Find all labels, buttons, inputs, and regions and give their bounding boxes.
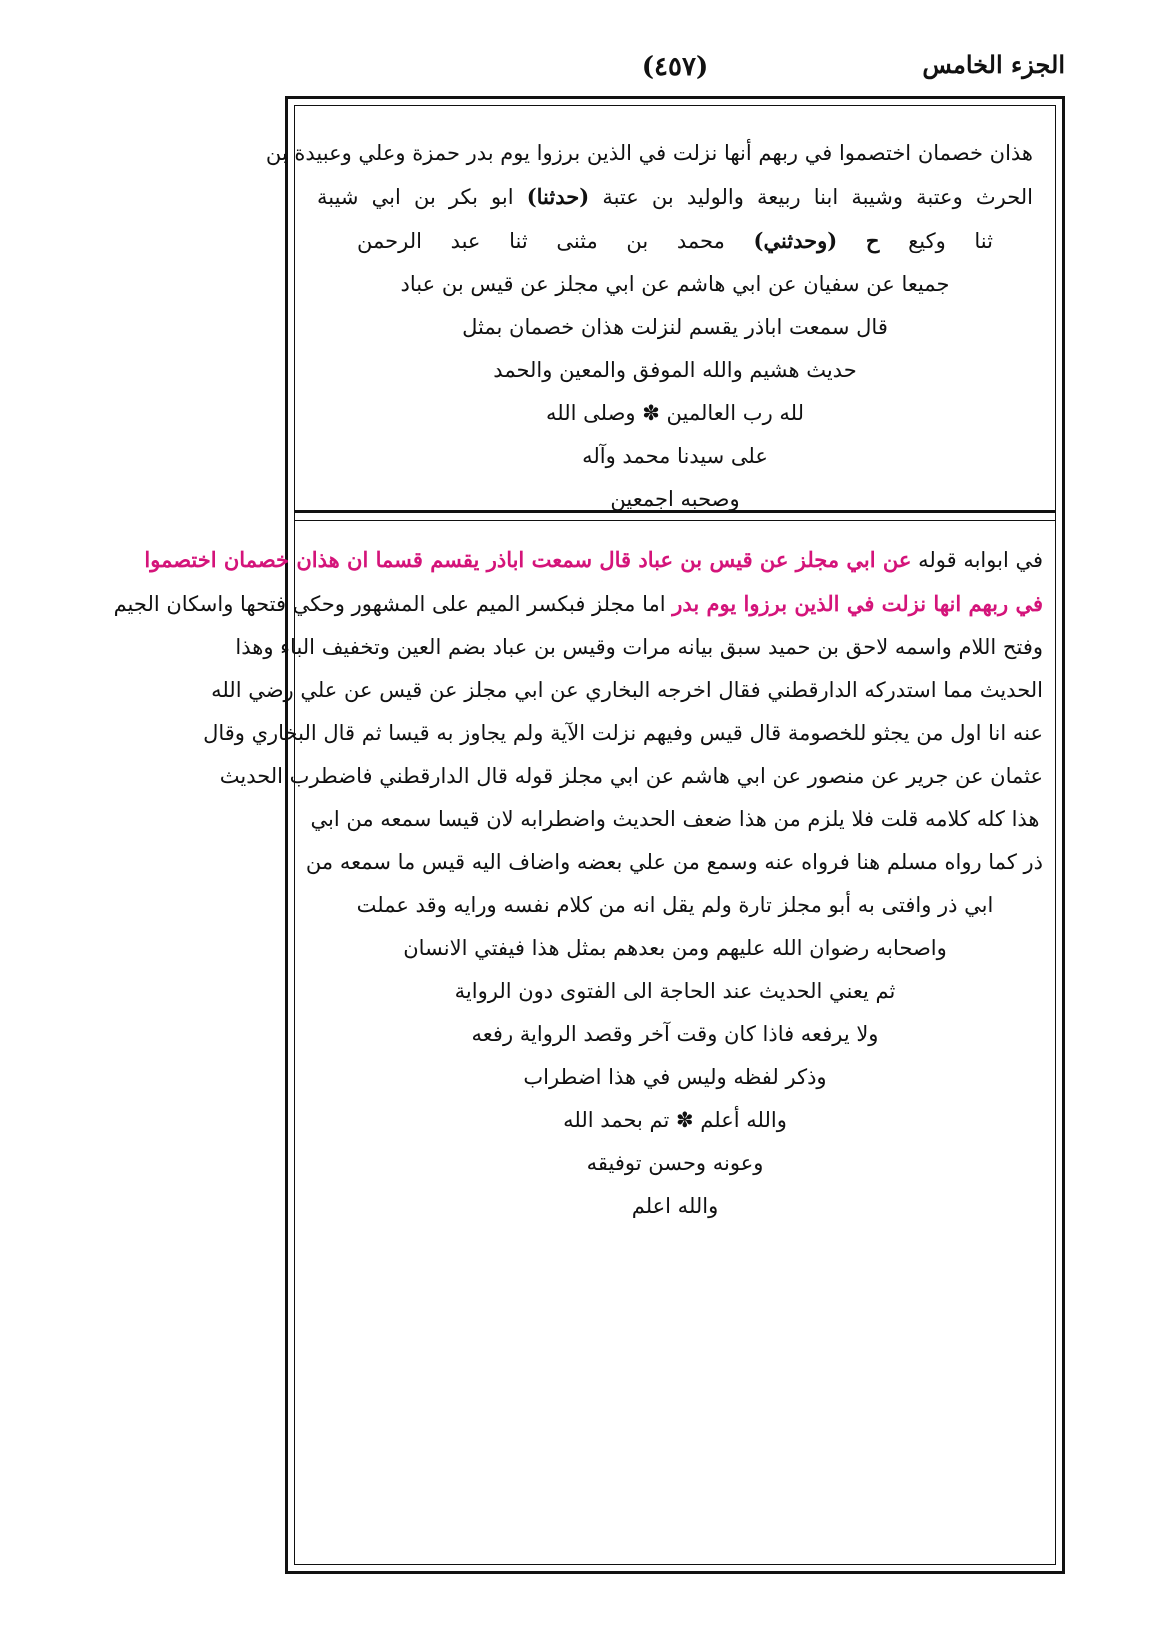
commentary-line [144,538,1043,582]
hadith-marker: ح [865,228,880,253]
hadith-line [317,175,1033,219]
commentary-line: والله أعلم ✽ تم بحمد الله [563,1108,787,1132]
hadith-line-part: محمد بن مثنى ثنا عبد الرحمن [357,229,725,253]
page-number: (٤٥٧) [641,52,709,82]
commentary-line: الحديث مما استدركه الدارقطني فقال اخرجه البخاري عن ابي مجلز عن قيس عن علي رضي الله [211,678,1043,702]
commentary-line: واصحابه رضوان الله عليهم ومن بعدهم بمثل هذا فيفتي الانسان [403,936,947,960]
commentary-part: اما مجلز فبكسر الميم على المشهور وحكي فتحها واسكان الجيم [113,592,666,616]
section-divider [295,510,1055,521]
commentary-line [113,582,1043,626]
commentary-line: هذا كله كلامه قلت فلا يلزم من هذا ضعف الحديث واضطرابه لان قيسا سمعه من ابي [310,807,1040,831]
hadith-line: وصحبه اجمعين [610,487,740,511]
page-frame [113,96,1065,1574]
commentary-line: ابي ذر وافتى به أبو مجلز تارة ولم يقل انه من كلام نفسه ورايه وقد عملت [356,893,994,917]
page-frame-inner [113,105,1056,1565]
hadith-line: جميعا عن سفيان عن ابي هاشم عن ابي مجلز عن قيس بن عباد [400,272,950,296]
part-title: الجزء الخامس [922,50,1065,79]
commentary-line: ثم يعني الحديث عند الحاجة الى الفتوى دون الرواية [454,979,896,1003]
hadith-line-part: ابو بكر بن ابي شيبة [317,185,514,209]
commentary-line: ولا يرفعه فاذا كان وقت آخر وقصد الرواية رفعه [471,1022,879,1046]
hadith-marker: (حدثنا) [526,184,590,209]
commentary-line: والله اعلم [631,1194,719,1218]
commentary-line: ذر كما رواه مسلم هنا فرواه عنه وسمع من علي بعضه واضاف اليه قيس ما سمعه من [305,850,1043,874]
commentary-prefix: في ابوابه قوله [918,548,1043,572]
commentary-quote: في ربهم انها نزلت في الذين برزوا يوم بدر [672,591,1043,616]
commentary-line: وعونه وحسن توفيقه [586,1151,764,1175]
hadith-line-part: الحرث وعتبة وشيبة ابنا ربيعة والوليد بن عتبة [602,185,1033,209]
hadith-text [265,132,1033,521]
hadith-line: حديث هشيم والله الموفق والمعين والحمد [493,358,857,382]
hadith-line: قال سمعت اباذر يقسم لنزلت هذان خصمان بمثل [462,315,888,339]
commentary-line: عثمان عن جرير عن منصور عن ابي هاشم عن ابي مجلز قوله قال الدارقطني فاضطرب الحديث [219,764,1043,788]
commentary-quote: عن ابي مجلز عن قيس بن عباد قال سمعت اباذر يقسم قسما ان هذان خصمان اختصموا [144,547,912,572]
commentary-line: وفتح اللام واسمه لاحق بن حميد سبق بيانه مرات وقيس بن عباد بضم العين وتخفيف الباء وهذا [235,635,1043,659]
commentary-line: عنه انا اول من يجثو للخصومة قال قيس وفيهم نزلت الآية ولم يجاوز به قيسا ثم قال البخاري وقال [203,721,1043,745]
hadith-line: هذان خصمان اختصموا في ربهم أنها نزلت في الذين برزوا يوم بدر حمزة وعلي وعبيدة بن [265,141,1033,165]
hadith-line: لله رب العالمين ✽ وصلى الله [546,401,804,425]
hadith-line: على سيدنا محمد وآله [582,444,768,468]
hadith-line [317,219,1033,263]
commentary-text [113,538,1043,1228]
hadith-line-part: ثنا وكيع [908,229,993,253]
hadith-marker: (وحدثني) [753,228,838,253]
commentary-line: وذكر لفظه وليس في هذا اضطراب [523,1065,827,1089]
page-header [285,50,1065,90]
